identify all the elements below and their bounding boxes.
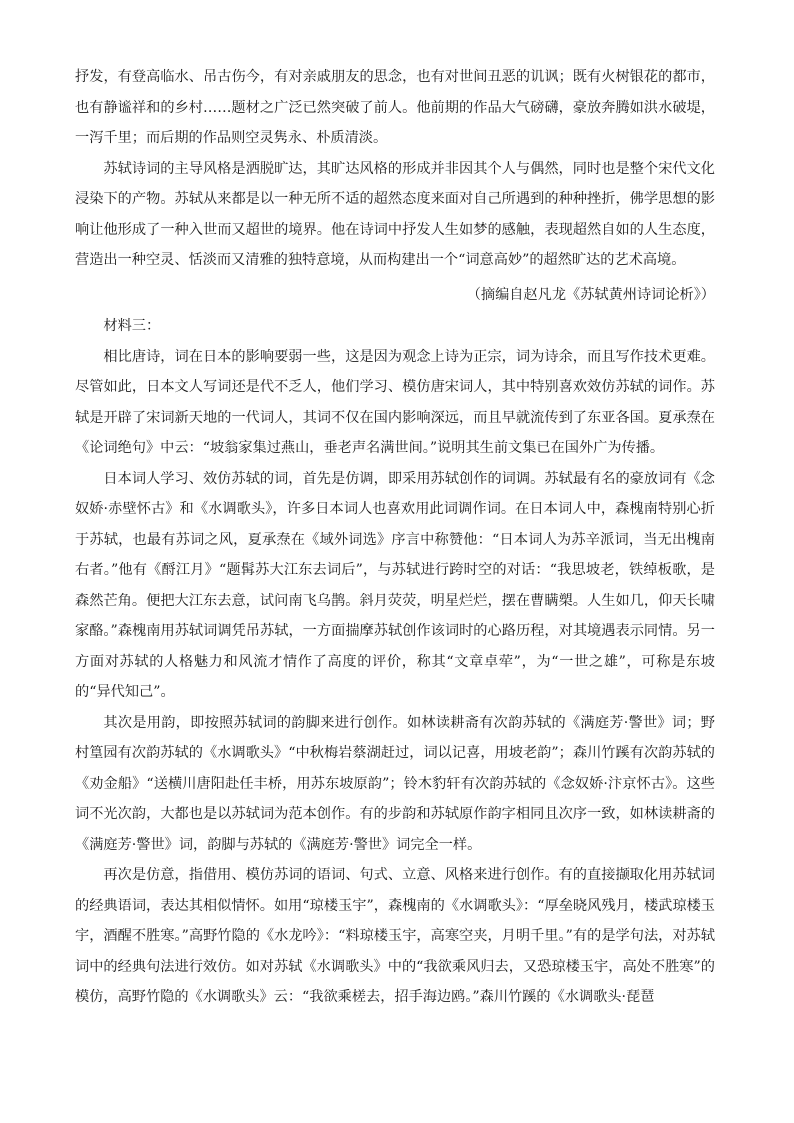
material-label: 材料三： — [103, 318, 161, 334]
paragraph-influence: 相比唐诗，词在日本的影响要弱一些，这是因为观念上诗为正宗，词为诗余，而且写作技术更难。尽管如此，日本文人写词还是代不乏人，他们学习、模仿唐宋词人，其中特别喜欢效仿苏轼的词作。苏轼是开辟了宋词新天地的一代词人，其词不仅在国内影响深远，而且早就流传到了东亚各国。夏承焘在《论词绝句》中云：“坡翁家集过燕山，垂老声名满世间。”说明其生前文集已在国外广为传播。 — [75, 348, 715, 456]
paragraph-rhyme: 其次是用韵，即按照苏轼词的韵脚来进行创作。如林读耕斋有次韵苏轼的《满庭芳·警世》词；野村篁园有次韵苏轼的《水调歌头》“中秋梅岩蔡湖赶过，词以记喜，用坡老韵”；森川竹蹊有次韵苏轼的《劝金船》“送横川唐阳赴任丰桥，用苏东坡原韵”；铃木豹轩有次韵苏轼的《念奴娇·汴京怀古》。这些词不光次韵，大都也是以苏轼词为范本创作。有的步韵和苏轼原作韵字相同且次序一致，如林读耕斋的《满庭芳·警世》词，韵脚与苏轼的《满庭芳·警世》词完全一样。 — [75, 714, 715, 853]
source-block — [75, 280, 715, 311]
continued-paragraph: 抒发，有登高临水、吊古伤今，有对亲戚朋友的思念，也有对世间丑恶的讥讽；既有火树银花的都市，也有静谧祥和的乡村……题材之广泛已然突破了前人。他前期的作品大气磅礴，豪放奔腾如洪水破堤，一泻千里；而后期的作品则空灵隽永、朴质清淡。 — [75, 69, 715, 146]
paragraph-style: 苏轼诗词的主导风格是洒脱旷达，其旷达风格的形成并非因其个人与偶然，同时也是整个宋代文化浸染下的产物。苏轼从来都是以一种无所不适的超然态度来面对自己所遇到的种种挫折，佛学思想的影响让他形成了一种入世而又超世的境界。他在诗词中抒发人生如梦的感触，表现超然自如的人生态度，营造出一种空灵、恬淡而又清雅的独特意境，从而构建出一个“词意高妙”的超然旷达的艺术高境。 — [75, 160, 715, 268]
material-block — [75, 311, 715, 1013]
source-citation: （摘编自赵凡龙《苏轼黄州诗词论析》） — [466, 287, 715, 303]
text-block-top — [75, 62, 715, 276]
paragraph-tune-imitation: 日本词人学习、效仿苏轼的词，首先是仿调，即采用苏轼创作的词调。苏轼最有名的豪放词有《念奴娇·赤壁怀古》和《水调歌头》，许多日本词人也喜欢用此词调作词。在日本词人中，森槐南特别心折于苏轼，也最有苏词之风，夏承焘在《域外词选》序言中称赞他：“日本词人为苏辛派词，当无出槐南右者。”他有《酹江月》“题髯苏大江东去词后”，与苏轼进行跨时空的对话：“我思坡老，铁绰板歌，是森然芒角。便把大江东去意，试问南飞乌鹊。斜月荧荧，明星烂烂，摆在曹瞒槊。人生如几，仰天长啸家酪。”森槐南用苏轼词调凭吊苏轼，一方面揣摩苏轼创作该词时的心路历程，对其境遇表示同情。另一方面对苏轼的人格魅力和风流才情作了高度的评价，称其“文章卓荦”，为“一世之雄”，可称是东坡的“异代知己”。 — [75, 470, 715, 700]
paragraph-meaning-imitation: 再次是仿意，指借用、模仿苏词的语词、句式、立意、风格来进行创作。有的直接撷取化用苏轼词的经典语词，表达其相似情怀。如用“琼楼玉宇”，森槐南的《水调歌头》：“厚垒晓风残月，楼武琼楼玉宇，酒醒不胜寒。”高野竹隐的《水龙吟》：“料琼楼玉宇，高寒空夹，月明千里。”有的是学句法，对苏轼词中的经典句法进行效仿。如对苏轼《水调歌头》中的“我欲乘风归去，又恐琼楼玉宇，高处不胜寒”的模仿，高野竹隐的《水调歌头》云：“我欲乘槎去，招手海边鸥。”森川竹蹊的《水调歌头·琵琶 — [75, 867, 715, 1005]
